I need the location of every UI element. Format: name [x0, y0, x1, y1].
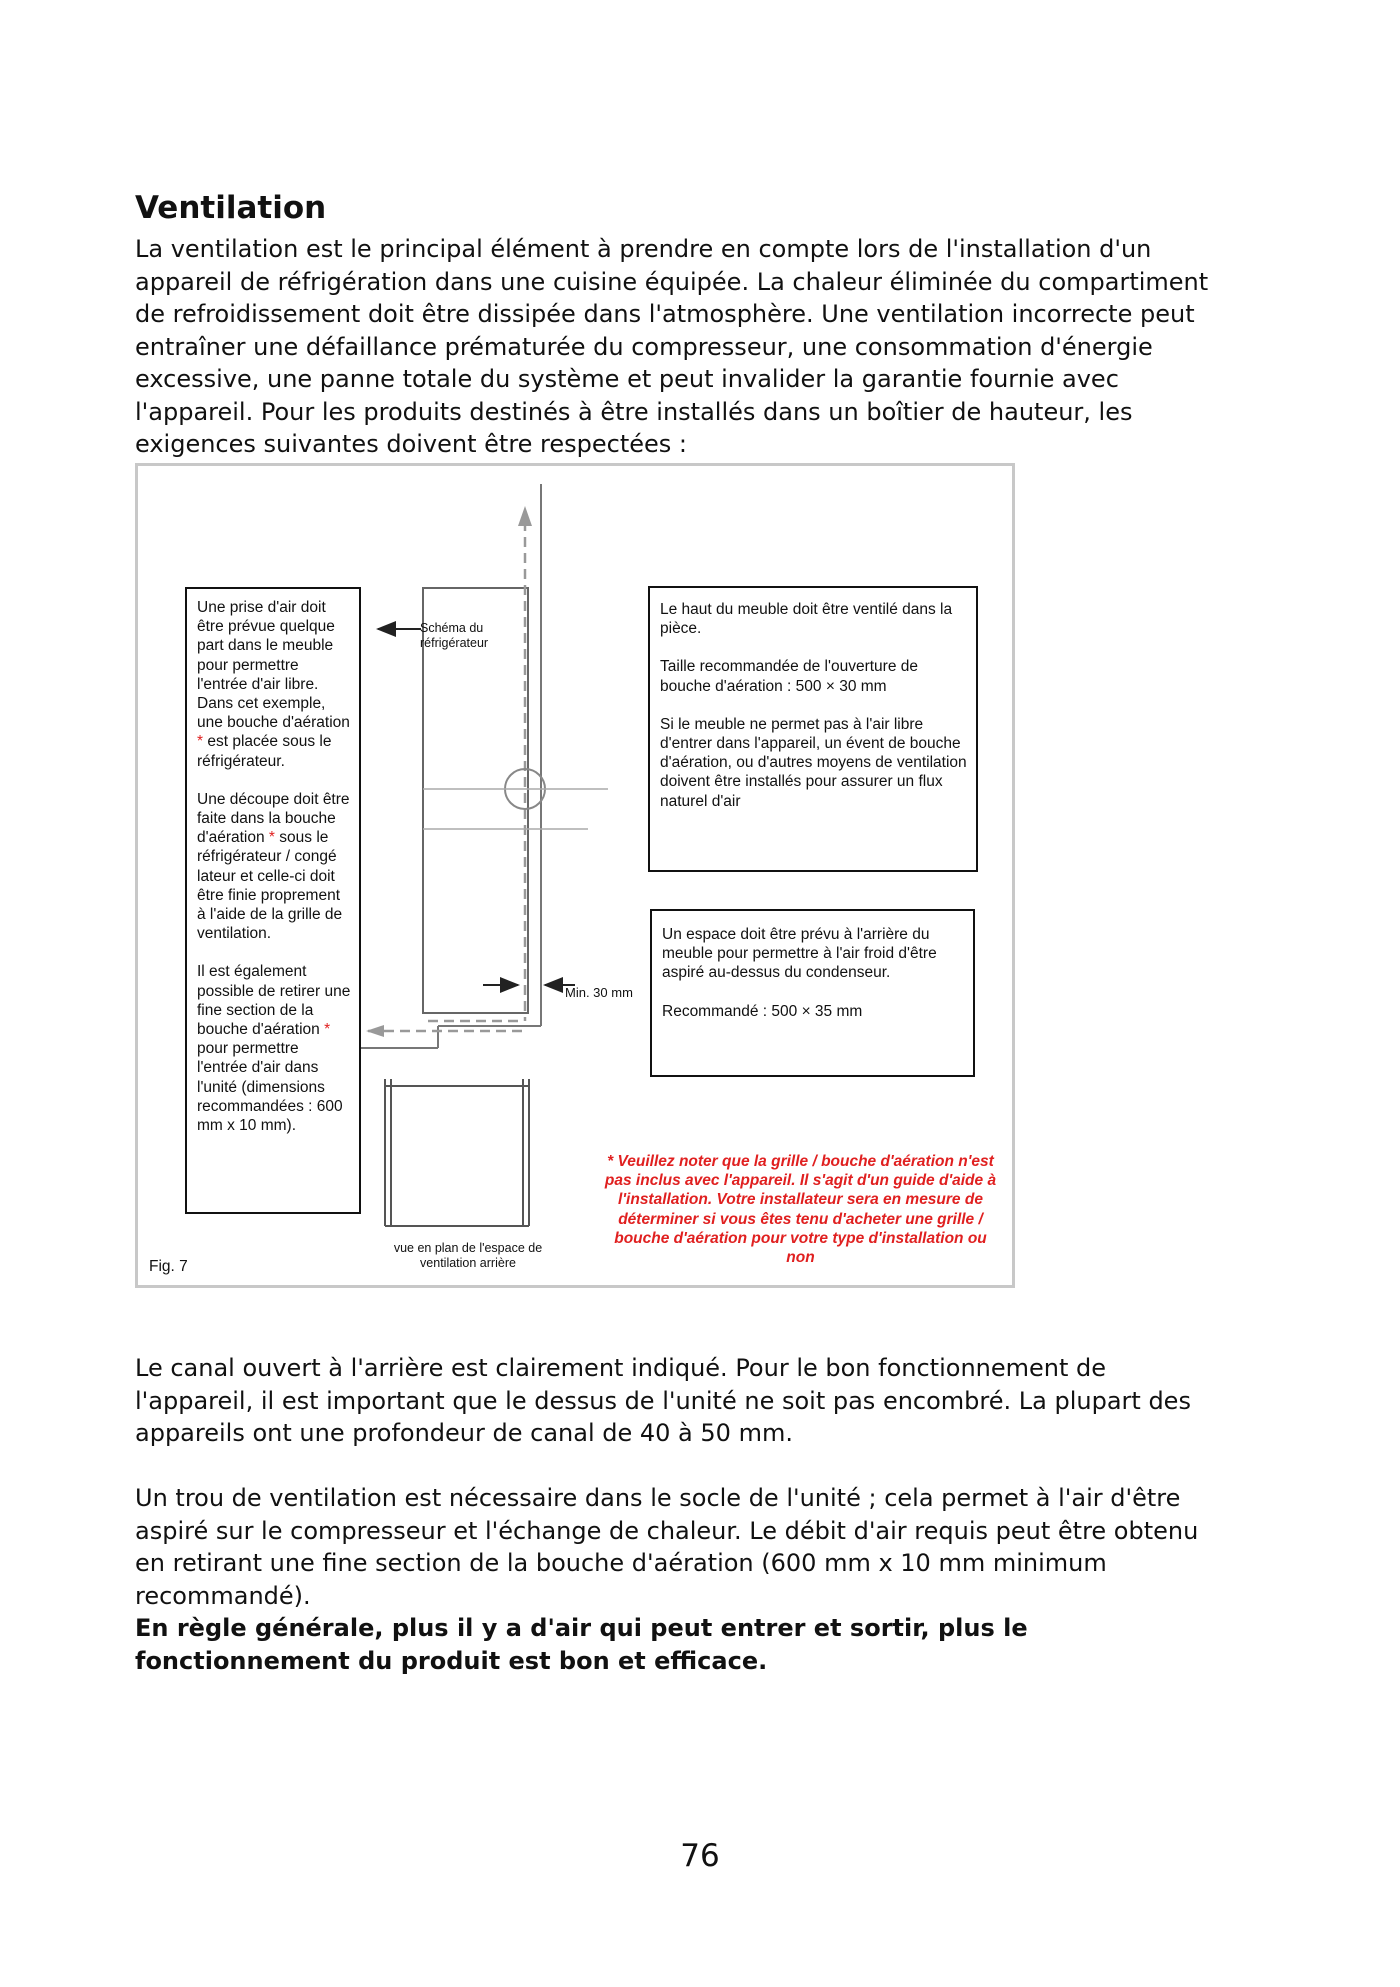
asterisk-mark: *: [268, 829, 275, 847]
vent-hole-paragraph: Un trou de ventilation est nécessaire dans le socle de l'unité ; cela permet à l'air d'être aspiré sur le compresseur et l'échange de chaleur. Le débit d'air requis peut être obtenu en retirant une fine section de la bouche d'aération (600 mm x 10 mm minimum recommandé).: [135, 1484, 1199, 1610]
top-vent-note-box: Le haut du meuble doit être ventilé dans la pièce. Taille recommandée de l'ouverture de bouche d'aération : 500 × 30 mm Si le meuble ne permet pas à l'air libre d'entrer dans l'appareil, un évent de bouche d'aération, ou d'autres moyens de ventilation doivent être installés pour assurer un flux naturel d'air: [648, 586, 978, 872]
min-gap-label: Min. 30 mm: [565, 985, 633, 1000]
ventilation-figure: [135, 463, 1015, 1288]
rear-gap-note-box: Un espace doit être prévu à l'arrière du meuble pour permettre à l'air froid d'être aspiré au-dessus du condenseur. Recommandé : 500 × 35 mm: [650, 909, 975, 1077]
grille-disclaimer-note: * Veuillez noter que la grille / bouche d'aération n'est pas inclus avec l'appareil. Il s'agit d'un guide d'aide à l'installation. Votre installateur sera en mesure de déterminer si vous êtes tenu d'acheter une grille / bouche d'aération pour votre type d'installation ou non: [604, 1153, 997, 1267]
figure-caption: Fig. 7: [149, 1258, 188, 1275]
section-heading: Ventilation: [135, 190, 327, 226]
schema-label: Schéma du réfrigérateur: [420, 621, 489, 650]
general-rule-paragraph: En règle générale, plus il y a d'air qui peut entrer et sortir, plus le fonctionnement du produit est bon et efficace.: [135, 1614, 1028, 1675]
asterisk-mark: *: [197, 733, 204, 751]
plan-view-sketch: [385, 1079, 529, 1226]
air-intake-note-box: Une prise d'air doit être prévue quelque part dans le meuble pour permettre l'entrée d'air libre. Dans cet exemple, une bouche d'aération * est placée sous le réfrigérateur. Une découpe doit être faite dans la bouche d'aération * sous le réfrigérateur / congé lateur et celle-ci doit être finie proprement à l'aide de la grille de ventilation. Il est également possible de retirer une fine section de la bouche d'aération * pour permettre l'entrée d'air dans l'unité (dimensions recommandées : 600 mm x 10 mm).: [185, 587, 361, 1214]
page-number: 76: [680, 1838, 720, 1874]
refrigerator-outline: [423, 588, 528, 1013]
cabinet-lines: [361, 484, 541, 1048]
asterisk-mark: *: [324, 1021, 331, 1039]
intro-paragraph: La ventilation est le principal élément à prendre en compte lors de l'installation d'un appareil de réfrigération dans une cuisine équipée. La chaleur éliminée du compartiment de refroidissement doit être dissipée dans l'atmosphère. Une ventilation incorrecte peut entraîner une défaillance prématurée du compresseur, une consommation d'énergie excessive, une panne totale du système et peut invalider la garantie fournie avec l'appareil. Pour les produits destinés à être installés dans un boîtier de hauteur, les exigences suivantes doivent être respectées :: [135, 235, 1209, 458]
airflow-in-arrow: [366, 1025, 384, 1037]
airflow-path: [368, 521, 525, 1031]
airflow-up-arrow: [518, 506, 532, 526]
plan-view-label: vue en plan de l'espace de ventilation arrière: [393, 1241, 543, 1270]
canal-paragraph: Le canal ouvert à l'arrière est clairement indiqué. Pour le bon fonctionnement de l'appareil, il est important que le dessus de l'unité ne soit pas encombré. La plupart des appareils ont une profondeur de canal de 40 à 50 mm.: [135, 1354, 1191, 1447]
